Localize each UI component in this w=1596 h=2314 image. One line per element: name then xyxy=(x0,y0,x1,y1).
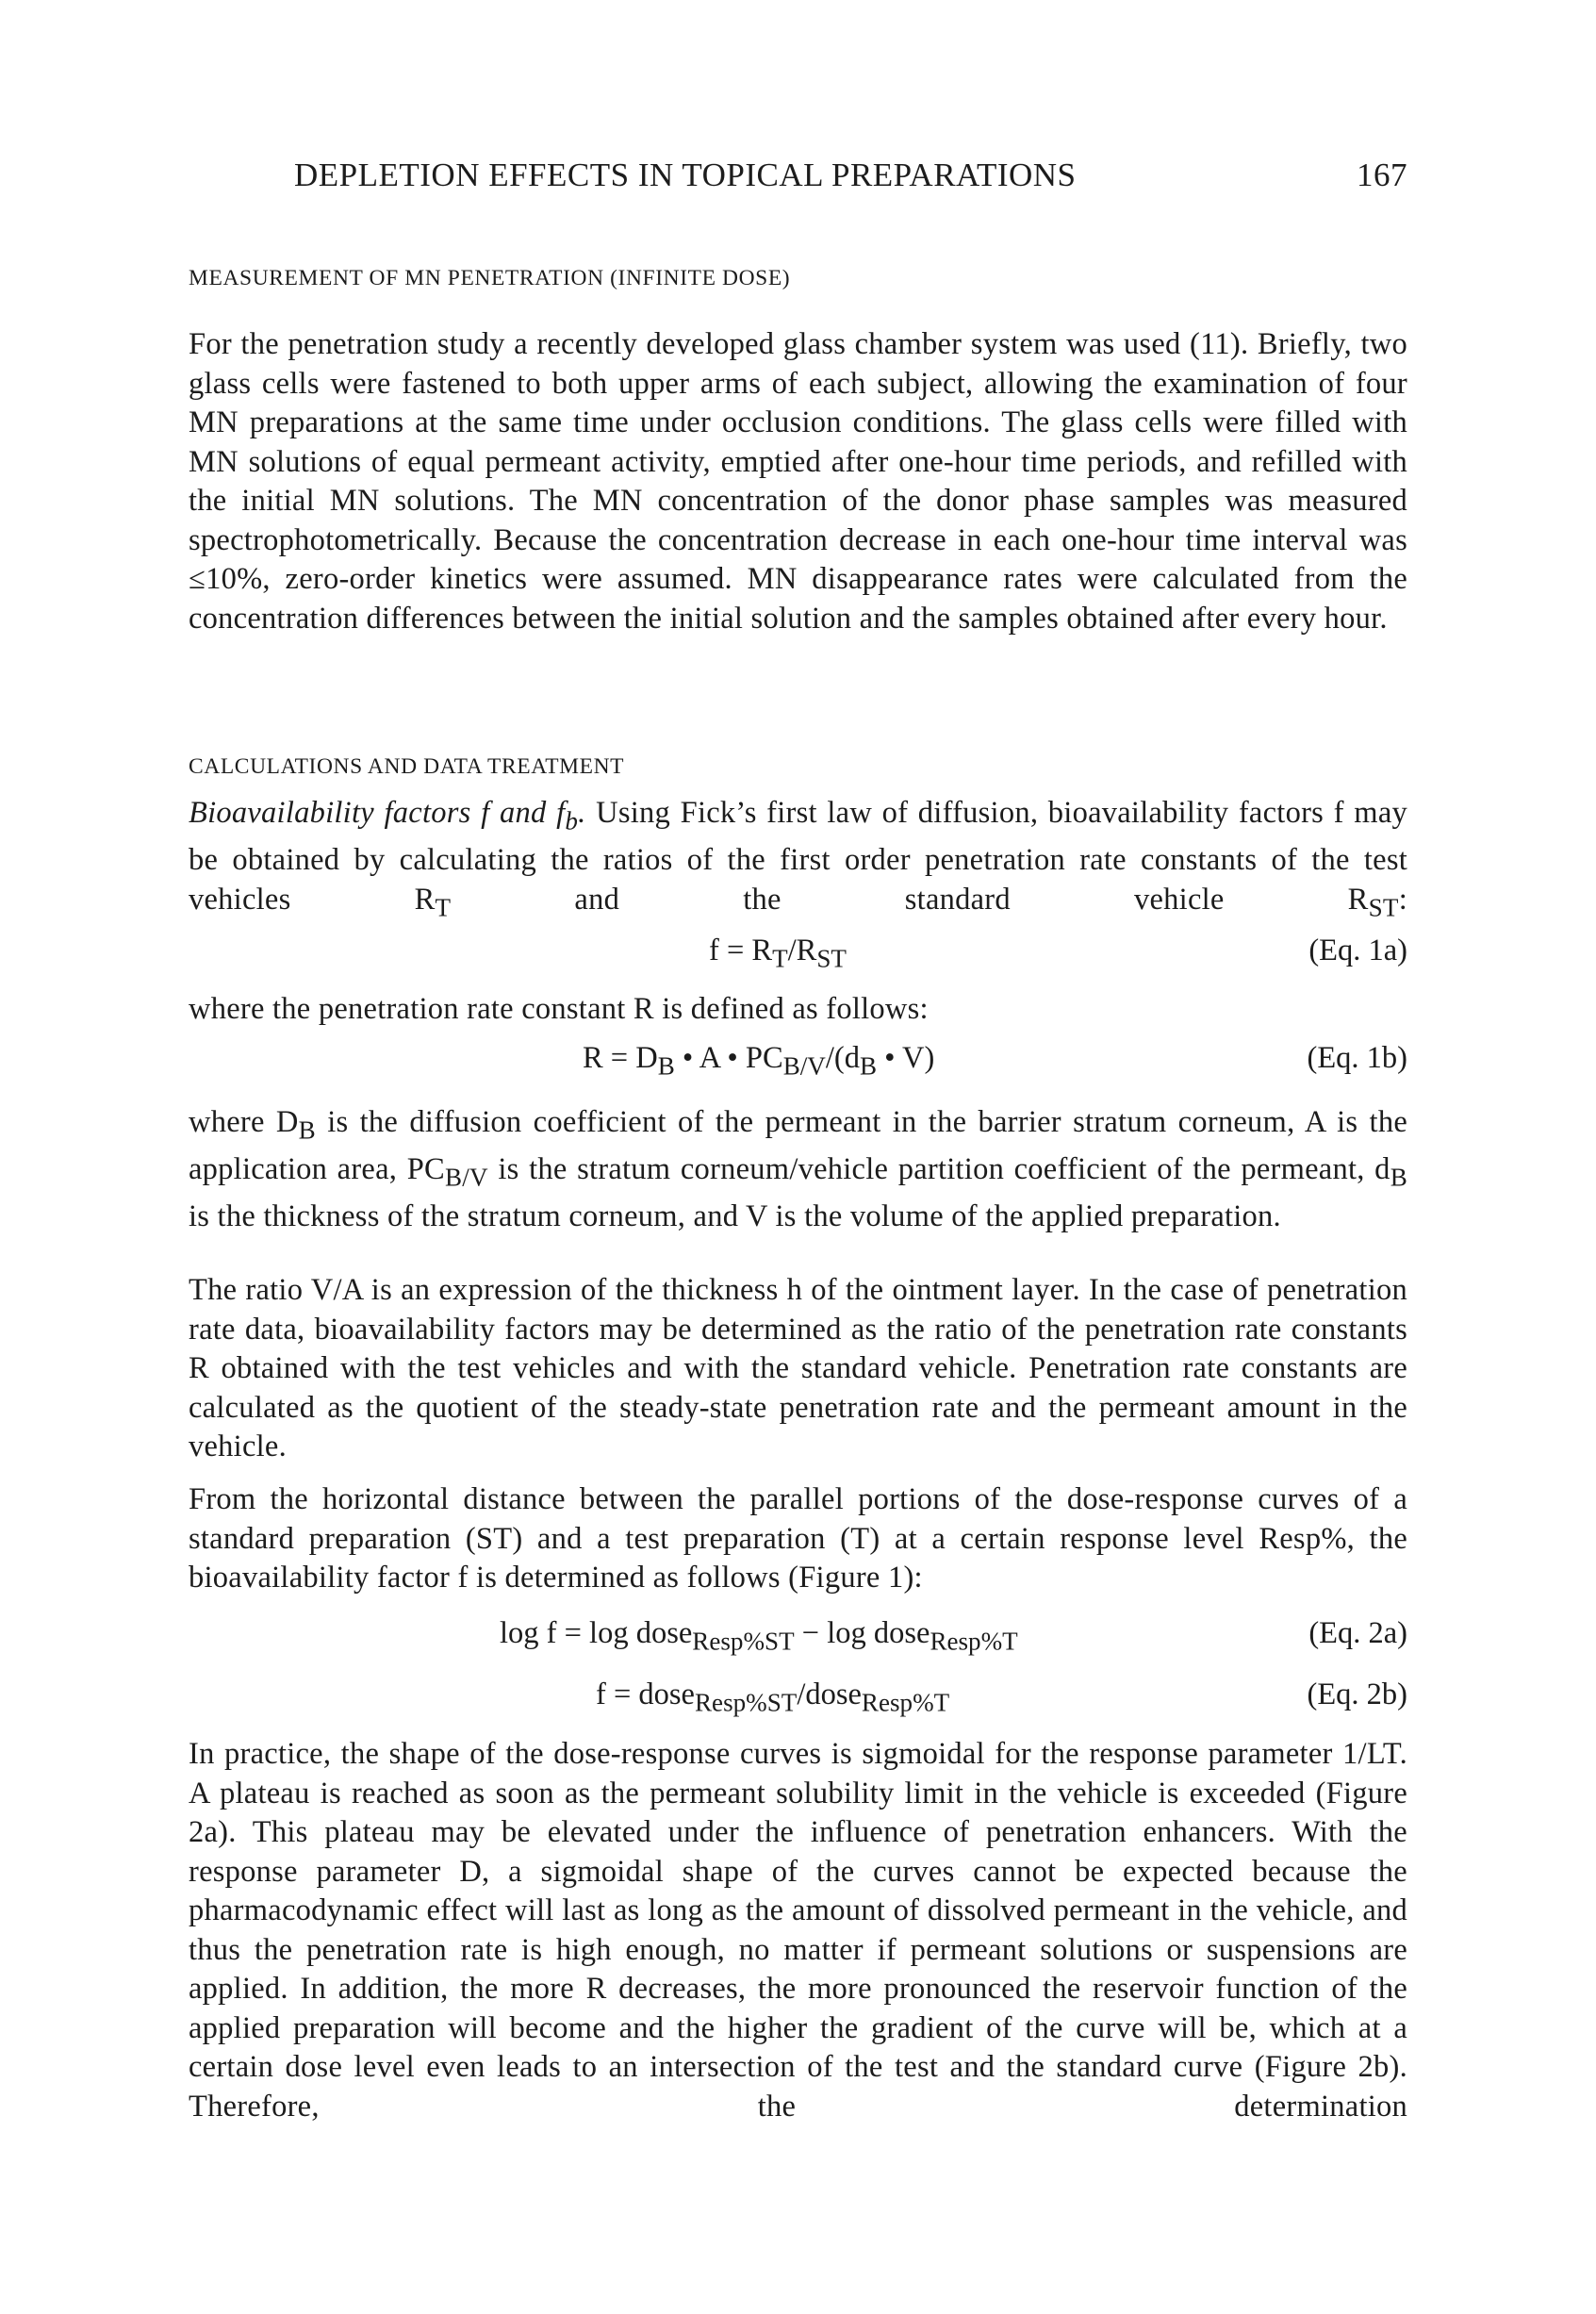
equation-1a xyxy=(189,930,1407,971)
running-title: DEPLETION EFFECTS IN TOPICAL PREPARATIONS xyxy=(294,157,1077,193)
equation-2a-label: (Eq. 2a) xyxy=(1308,1616,1407,1650)
equation-2b-label: (Eq. 2b) xyxy=(1307,1678,1407,1711)
paragraph-rate-constant-def: where the penetration rate constant R is defined as follows: xyxy=(189,992,929,1026)
equation-2a-expression: log f = log dose$_{Resp\%ST}$ − log dose$_{Resp\%T}$ xyxy=(500,1616,1018,1656)
paragraph-variable-definitions: where $D_B$ is the diffusion coefficient of the permeant in the barrier stratum corneum, A is the application area, $PC_{B/V}$ is the stratum corneum/vehicle partition coefficient of the permeant, $d_B$ is the thickness of the stratum corneum, and V is the volume of the applied preparation. xyxy=(189,1105,1407,1233)
paragraph-horizontal-distance: From the horizontal distance between the parallel portions of the dose-response curves of a standard preparation (ST) and a test preparation (T) at a certain response level Resp%, the bioavailability factor f is determined as follows (Figure 1): xyxy=(189,1482,1407,1595)
equation-2b xyxy=(189,1674,1407,1715)
section-heading-calculations: CALCULATIONS AND DATA TREATMENT xyxy=(189,754,625,779)
equation-2b-expression: f = dose$_{Resp\%ST}$/dose$_{Resp\%T}$ xyxy=(596,1678,950,1717)
equation-2a xyxy=(189,1612,1407,1654)
subheading-bioavailability: Bioavailability factors f and $f_b$. xyxy=(189,796,586,835)
equation-1a-label: (Eq. 1a) xyxy=(1308,934,1407,967)
paragraph-bioavailability-intro: Bioavailability factors f and $f_b$. Using Fick’s first law of diffusion, bioavailability factors f may be obtained by calculating the ratios of the first order penetration rate constants of the test vehicles $R_T$ and the standard vehicle $R_{ST}$: xyxy=(189,796,1408,921)
paragraph-ratio-va: The ratio V/A is an expression of the thickness h of the ointment layer. In the case of penetration rate data, bioavailability factors may be determined as the ratio of the penetration rate constants R obtained with the test vehicles and with the standard vehicle. Penetration rate constants are calculated as the quotient of the steady-state penetration rate and the permeant amount in the vehicle. xyxy=(189,1273,1407,1463)
equation-1b-expression: $R = D_B$ • A • $PC_{B/V}/(d_B$ • V) xyxy=(583,1041,935,1081)
page-number: 167 xyxy=(1357,157,1407,193)
paragraph-penetration-study: For the penetration study a recently developed glass chamber system was used (11). Briefly, two glass cells were fastened to both upper arms of each subject, allowing the examination of four MN preparations at the same time under occlusion conditions. The glass cells were filled with MN solutions of equal permeant activity, emptied after one-hour time periods, and refilled with the initial MN solutions. The MN concentration of the donor phase samples was measured spectrophotometrically. Because the concentration decrease in each one-hour time interval was ≤10%, zero-order kinetics were assumed. MN disappearance rates were calculated from the concentration differences between the initial solution and the samples obtained after every hour. xyxy=(189,327,1407,636)
equation-1b-label: (Eq. 1b) xyxy=(1307,1041,1407,1075)
section-heading-measurement: MEASUREMENT OF MN PENETRATION (INFINITE DOSE) xyxy=(189,266,791,290)
paragraph-practice: In practice, the shape of the dose-response curves is sigmoidal for the response parameter 1/LT. A plateau is reached as soon as the permeant solubility limit in the vehicle is exceeded (Figure 2a). This plateau may be elevated under the influence of penetration enhancers. With the response parameter D, a sigmoidal shape of the curves cannot be expected because the pharmacodynamic effect will last as long as the amount of dissolved permeant in the vehicle, and thus the penetration rate is high enough, no matter if permeant solutions or suspensions are applied. In addition, the more R decreases, the more pronounced the reservoir function of the applied preparation will become and the higher the gradient of the curve will be, which at a certain dose level even leads to an intersection of the test and the standard curve (Figure 2b). Therefore, the determination xyxy=(189,1737,1407,2124)
equation-1b xyxy=(189,1037,1407,1079)
equation-1a-expression: $f = R_T/R_{ST}$ xyxy=(709,934,847,973)
running-header xyxy=(189,157,1407,198)
